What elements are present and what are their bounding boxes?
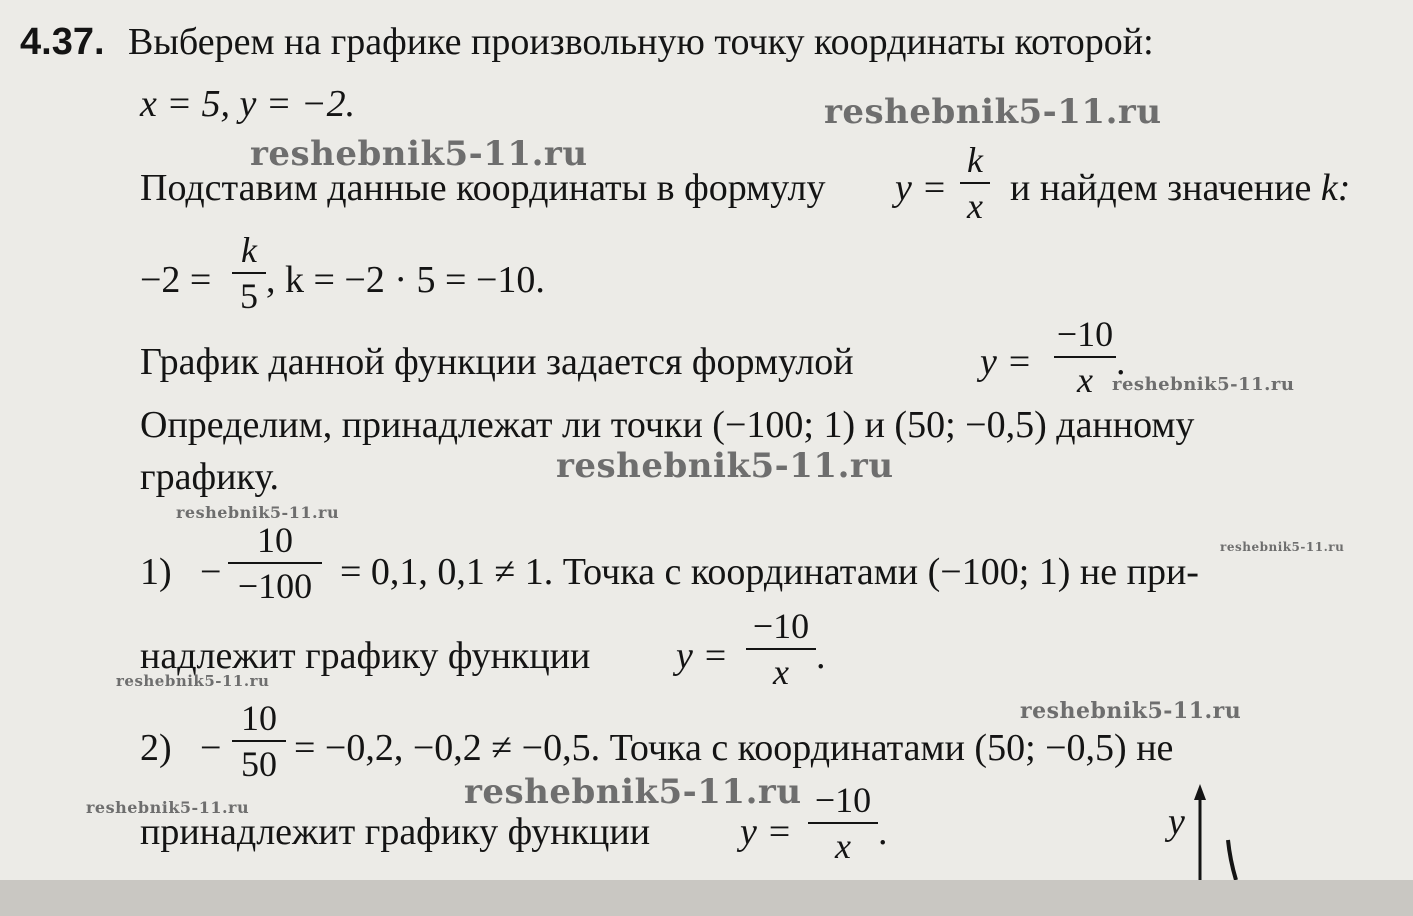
- problem-header: [20, 20, 1154, 64]
- point-coordinates: x = 5, y = −2.: [140, 83, 356, 125]
- hyperbola-branch: [1228, 840, 1236, 880]
- fraction-numerator: −10: [1056, 314, 1114, 354]
- equation-fraction: [232, 230, 266, 316]
- fraction-denominator: x: [773, 652, 789, 692]
- case2-minus: −: [200, 727, 222, 769]
- fraction-bar: [228, 562, 322, 564]
- watermark: reshebnik5-11.ru: [1112, 374, 1295, 395]
- watermark: reshebnik5-11.ru: [176, 503, 340, 522]
- watermark: reshebnik5-11.ru: [464, 772, 802, 812]
- question-line-1: Определим, принадлежат ли точки (−100; 1) и (50; −0,5) данному: [140, 404, 1195, 446]
- case2-formula-fraction: [808, 780, 878, 866]
- fraction-numerator: k: [241, 230, 257, 270]
- case1-rest: = 0,1, 0,1 ≠ 1. Точка с координатами (−100; 1) не при-: [340, 551, 1199, 593]
- fraction-bar: [232, 740, 286, 742]
- case1-label: 1): [140, 551, 172, 593]
- variable-k: k:: [1320, 167, 1351, 209]
- fraction-numerator: 10: [241, 698, 277, 738]
- equation-rest: , k = −2 · 5 = −10.: [266, 259, 545, 301]
- fraction-denominator: x: [967, 186, 983, 226]
- fraction-numerator: 10: [257, 520, 293, 560]
- case2-dot: .: [878, 811, 888, 853]
- fraction-numerator: −10: [752, 606, 810, 646]
- watermark: reshebnik5-11.ru: [556, 446, 894, 486]
- case2-line-2: принадлежит графику функции: [140, 811, 651, 853]
- case1-line-2: надлежит графику функции: [140, 635, 591, 677]
- fraction-bar: [232, 272, 266, 274]
- fraction-denominator: x: [835, 826, 851, 866]
- case2-fraction: [232, 698, 286, 784]
- scan-bottom-edge: [0, 880, 1413, 916]
- question-line-2: графику.: [140, 456, 280, 498]
- y-axis-arrow-icon: [1194, 784, 1206, 800]
- fraction-bar: [960, 182, 990, 184]
- fraction-denominator: 50: [241, 744, 277, 784]
- watermark: reshebnik5-11.ru: [250, 134, 588, 174]
- graph-formula-text: График данной функции задается формулой: [140, 341, 854, 383]
- graph-y-label: y =: [980, 341, 1033, 383]
- problem-number: 4.37.: [20, 21, 105, 63]
- fraction-numerator: −10: [814, 780, 872, 820]
- problem-intro: Выберем на графике произвольную точку координаты которой:: [128, 21, 1154, 63]
- watermark: reshebnik5-11.ru: [116, 672, 270, 690]
- watermark: reshebnik5-11.ru: [1220, 540, 1345, 554]
- fraction-bar: [746, 648, 816, 650]
- graph-formula-dot: .: [1116, 341, 1126, 383]
- case1-y-label: y =: [676, 635, 729, 677]
- substitute-tail-text: и найдем значение: [1010, 167, 1312, 209]
- fraction-denominator: 5: [240, 276, 258, 316]
- formula-k-over-x: [960, 140, 990, 226]
- formula-y-label: y =: [895, 167, 948, 209]
- fraction-bar: [1054, 356, 1116, 358]
- case2-y-label: y =: [740, 811, 793, 853]
- case1-dot: .: [816, 635, 826, 677]
- graph-fragment-axis: [1180, 780, 1260, 880]
- equation-lhs: −2 =: [140, 259, 212, 301]
- fraction-bar: [808, 822, 878, 824]
- graph-formula-fraction: [1054, 314, 1116, 400]
- substitute-text: Подставим данные координаты в формулу: [140, 167, 826, 209]
- case2-rest: = −0,2, −0,2 ≠ −0,5. Точка с координатами (50; −0,5) не: [294, 727, 1174, 769]
- case1-minus: −: [200, 551, 222, 593]
- fraction-denominator: x: [1077, 360, 1093, 400]
- case2-label: 2): [140, 727, 172, 769]
- case1-formula-fraction: [746, 606, 816, 692]
- watermark: reshebnik5-11.ru: [824, 92, 1162, 132]
- substitute-tail: [1010, 166, 1350, 210]
- graph-axis-label: y: [1168, 801, 1185, 843]
- watermark: reshebnik5-11.ru: [86, 798, 250, 817]
- fraction-denominator: −100: [237, 566, 313, 606]
- watermark: reshebnik5-11.ru: [1020, 698, 1242, 724]
- case1-fraction: [228, 520, 322, 606]
- fraction-numerator: k: [967, 140, 983, 180]
